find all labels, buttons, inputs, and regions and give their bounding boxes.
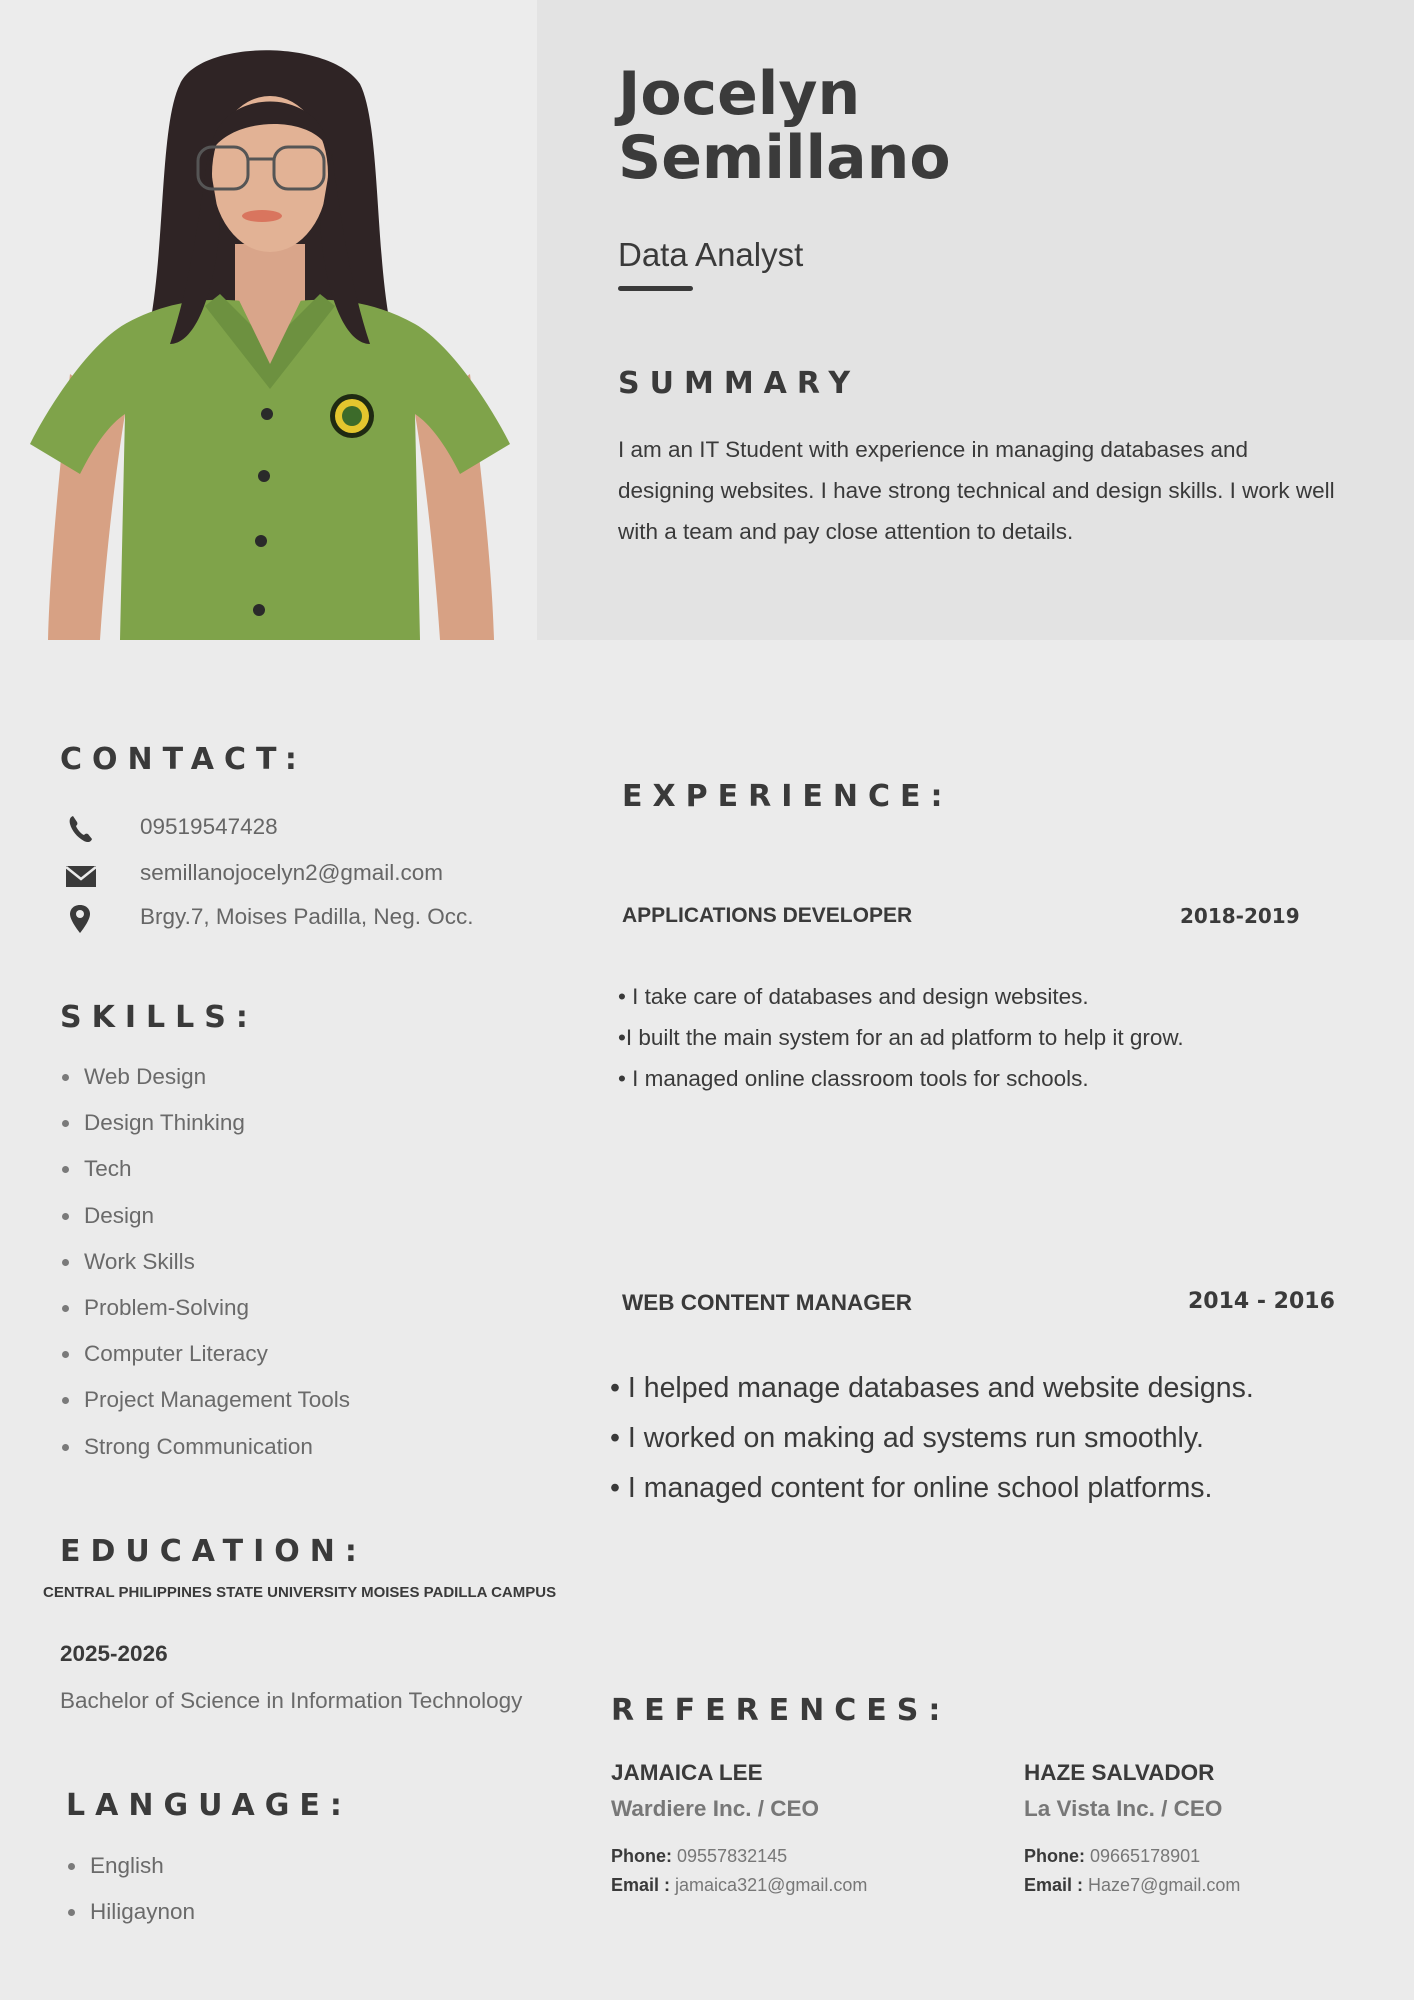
list-item: Problem-Solving [60, 1293, 350, 1339]
job-bullet: •I built the main system for an ad platform to help it grow. [618, 1025, 1184, 1050]
candidate-name [618, 59, 951, 193]
experience-heading: EXPERIENCE: [622, 779, 953, 814]
job-bullet: • I managed content for online school platforms. [610, 1472, 1213, 1504]
job-years: 2018-2019 [1180, 904, 1300, 928]
education-years: 2025-2026 [60, 1641, 168, 1666]
reference-card [611, 1760, 991, 1904]
phone-icon [64, 814, 96, 844]
reference-name: HAZE SALVADOR [1024, 1760, 1215, 1785]
email-label: Email : [611, 1875, 671, 1895]
contact-email [60, 856, 540, 896]
reference-card [1024, 1760, 1404, 1904]
list-item: Web Design [60, 1062, 350, 1108]
email-label: Email : [1024, 1875, 1084, 1895]
contact-email-text: semillanojocelyn2@gmail.com [140, 860, 443, 885]
list-item: Work Skills [60, 1247, 350, 1293]
job-title: WEB CONTENT MANAGER [622, 1290, 912, 1315]
profile-photo [30, 44, 510, 640]
list-item: Computer Literacy [60, 1339, 350, 1385]
job-bullet: • I worked on making ad systems run smoothly. [610, 1422, 1204, 1454]
job-role: Data Analyst [618, 236, 804, 273]
list-item: Design [60, 1201, 350, 1247]
list-item: Project Management Tools [60, 1385, 350, 1431]
contact-address-text: Brgy.7, Moises Padilla, Neg. Occ. [140, 904, 474, 929]
reference-company: La Vista Inc. / CEO [1024, 1796, 1223, 1821]
name-last: Semillano [618, 123, 951, 193]
role-underline [618, 286, 693, 291]
education-school: CENTRAL PHILIPPINES STATE UNIVERSITY MOISES PADILLA CAMPUS [43, 1584, 557, 1601]
job-bullets [618, 976, 1184, 1099]
list-item: Tech [60, 1154, 350, 1200]
references-heading: REFERENCES: [611, 1693, 951, 1728]
phone-label: Phone: [1024, 1846, 1085, 1866]
reference-email-value: jamaica321@gmail.com [675, 1875, 868, 1895]
summary-text: I am an IT Student with experience in managing databases and designing websites. I have strong technical and design skills. I work well with a team and pay close attention to details. [618, 437, 1335, 544]
name-first: Jocelyn [618, 59, 861, 129]
job-bullet: • I managed online classroom tools for schools. [618, 1066, 1089, 1091]
contact-heading: CONTACT: [60, 742, 307, 777]
job-bullet: • I helped manage databases and website designs. [610, 1372, 1254, 1404]
job-years: 2014 - 2016 [1188, 1289, 1335, 1314]
reference-phone [611, 1846, 991, 1875]
list-item: Strong Communication [60, 1432, 350, 1478]
skills-heading: SKILLS: [60, 1000, 258, 1035]
phone-label: Phone: [611, 1846, 672, 1866]
job-bullet: • I take care of databases and design websites. [618, 984, 1089, 1009]
reference-phone-value: 09665178901 [1090, 1846, 1201, 1866]
summary-heading: SUMMARY [618, 366, 861, 401]
language-list [66, 1851, 195, 1943]
education-degree: Bachelor of Science in Information Technology [60, 1688, 523, 1713]
list-item: Design Thinking [60, 1108, 350, 1154]
list-item: Hiligaynon [66, 1897, 195, 1943]
job-title: APPLICATIONS DEVELOPER [622, 904, 913, 927]
reference-email [1024, 1875, 1404, 1904]
education-heading: EDUCATION: [60, 1534, 367, 1569]
reference-phone-value: 09557832145 [677, 1846, 788, 1866]
job-bullets [610, 1363, 1254, 1513]
contact-phone-text: 09519547428 [140, 814, 278, 839]
location-pin-icon [64, 904, 96, 934]
list-item: English [66, 1851, 195, 1897]
skills-list [60, 1062, 350, 1478]
reference-email-value: Haze7@gmail.com [1088, 1875, 1241, 1895]
contact-phone [60, 810, 540, 850]
email-icon [64, 860, 96, 890]
contact-address [60, 900, 540, 940]
reference-email [611, 1875, 991, 1904]
reference-phone [1024, 1846, 1404, 1875]
reference-company: Wardiere Inc. / CEO [611, 1796, 819, 1821]
reference-name: JAMAICA LEE [611, 1760, 763, 1785]
language-heading: LANGUAGE: [66, 1788, 352, 1823]
